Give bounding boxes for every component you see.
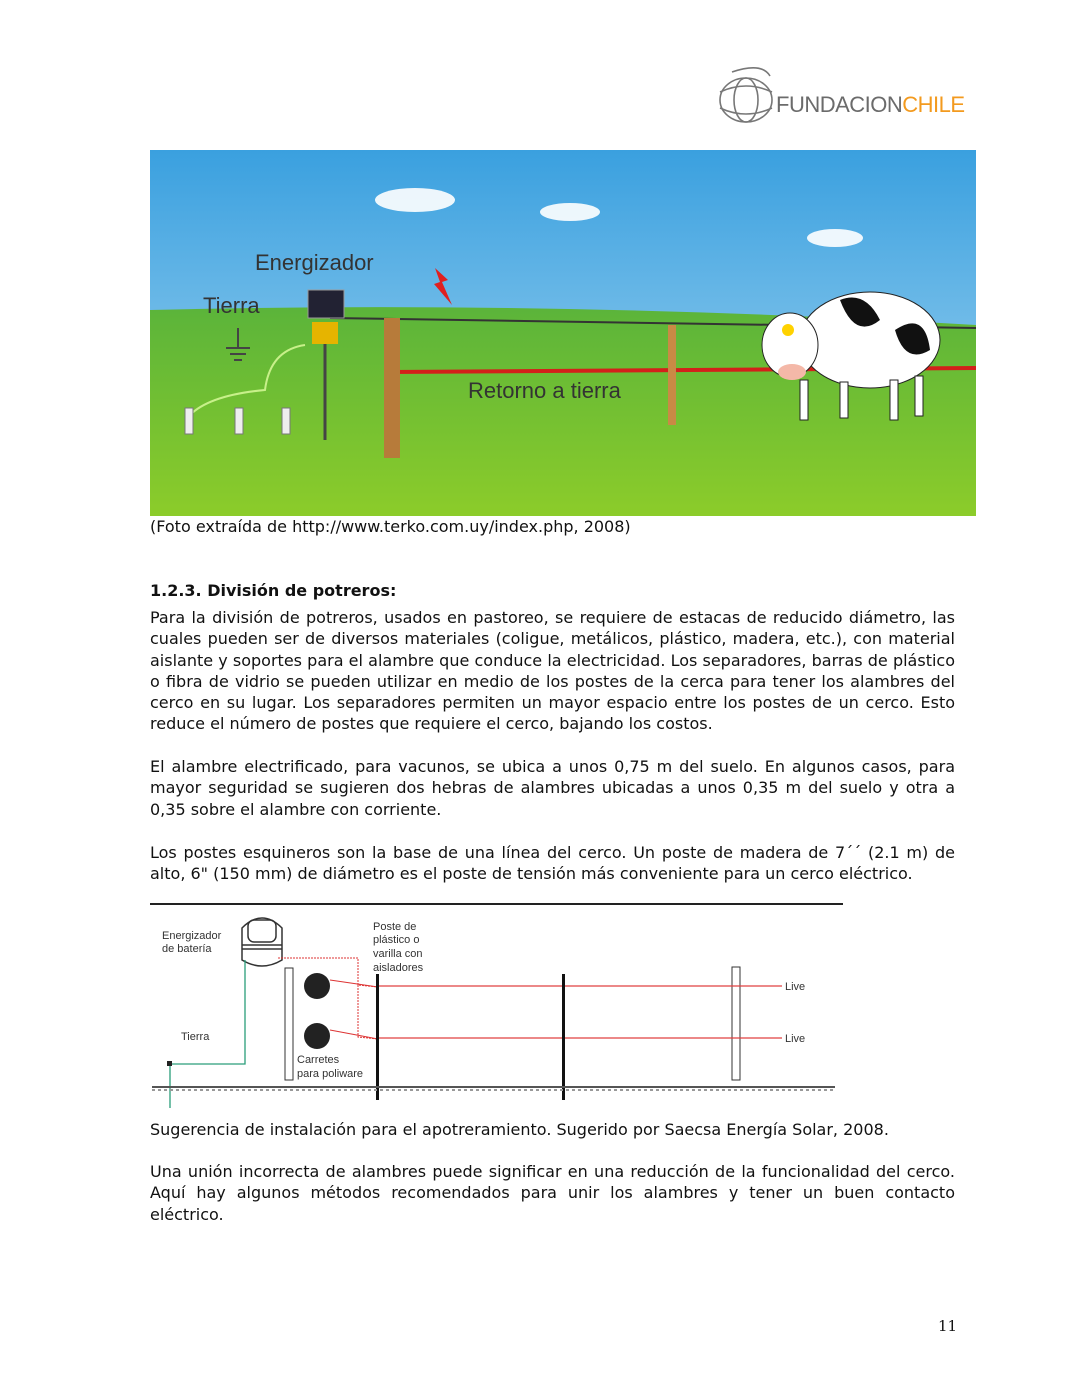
electric-fence-photo <box>150 150 976 516</box>
logo-text <box>776 92 965 118</box>
diagram-label-post-3: varilla con <box>373 948 423 960</box>
closing-paragraph: Una unión incorrecta de alambres puede significar en una reducción de la funcionalidad del cerco. Aquí hay algunos métodos recomendados para unir los alambres y tener un buen contacto eléctrico. <box>150 1162 955 1224</box>
photo-label-ground: Tierra <box>203 293 260 318</box>
paragraph-1: Para la división de potreros, usados en pastoreo, se requiere de estacas de reducido diámetro, las cuales pueden ser de diversos materiales (coligue, metálicos, plástico, madera, etc.), con material aislante y soportes para el alambre que conduce la electricidad. Los separadores, barras de plástico o fibra de vidrio se pueden utilizar en medio de los postes de la cerca para tener los alambres del cerco en su lugar. Los separadores permiten un mayor espacio entre los postes de un cerco. Esto reduce el número de postes que requiere el cerco, bajando los costos. <box>150 608 955 734</box>
reel-icons <box>304 973 330 1049</box>
photo-caption: (Foto extraída de http://www.terko.com.uy/index.php, 2008) <box>150 517 631 536</box>
page-number: 11 <box>938 1317 958 1335</box>
diagram-label-post-2: plástico o <box>373 934 420 946</box>
diagram-label-live-2: Live <box>785 1033 806 1045</box>
diagram-label-energizer-1: Energizador <box>162 930 222 942</box>
section-heading: 1.2.3. División de potreros: <box>150 581 397 600</box>
logo-text-part2: CHILE <box>902 92 965 117</box>
paragraph-3: Los postes esquineros son la base de una línea del cerco. Un poste de madera de 7´´ (2.1 m) de alto, 6" (150 mm) de diámetro es el poste de tensión más conveniente para un cerco eléctrico. <box>150 843 955 884</box>
photo-label-energizer: Energizador <box>255 250 374 275</box>
paragraph-2: El alambre electrificado, para vacunos, se ubica a unos 0,75 m del suelo. En algunos casos, para mayor seguridad se sugieren dos hebras de alambres ubicadas a unos 0,35 m del suelo y otra a 0,35 sobre el alambre con corriente. <box>150 757 955 819</box>
diagram-label-ground: Tierra <box>181 1031 210 1043</box>
battery-energizer-icon <box>242 918 282 966</box>
diagram-label-post-4: aisladores <box>373 962 424 974</box>
diagram-label-live-1: Live <box>785 981 806 993</box>
photo-label-return: Retorno a tierra <box>468 378 621 403</box>
diagram-label-reels-1: Carretes <box>297 1054 340 1066</box>
diagram-caption: Sugerencia de instalación para el apotreramiento. Sugerido por Saecsa Energía Solar, 2008. <box>150 1120 889 1139</box>
logo-text-part1: FUNDACION <box>776 92 903 117</box>
diagram-label-post-1: Poste de <box>373 921 417 933</box>
diagram-label-reels-2: para poliware <box>297 1068 364 1080</box>
diagram-label-energizer-2: de batería <box>162 943 212 955</box>
fence-installation-diagram <box>150 900 850 1112</box>
